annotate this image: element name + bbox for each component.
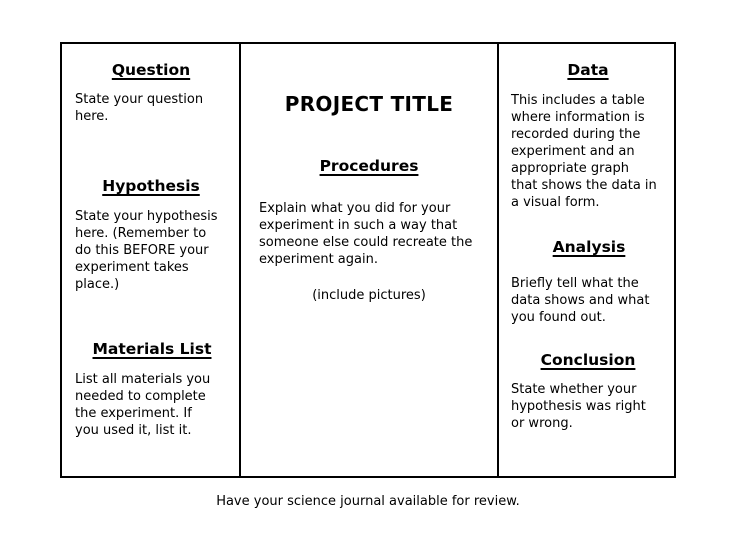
trifold-board <box>60 42 676 478</box>
right-panel-divider <box>497 44 499 476</box>
data-heading: Data <box>567 61 609 79</box>
hypothesis-text: State your hypothesis here. (Remember to do this BEFORE your experiment takes place.) <box>75 209 218 292</box>
analysis-text: Briefly tell what the data shows and what you found out. <box>511 276 650 325</box>
conclusion-heading: Conclusion <box>540 351 636 369</box>
procedures-note: (include pictures) <box>312 288 426 303</box>
footer-note: Have your science journal available for review. <box>216 494 520 509</box>
data-text: This includes a table where information is recorded during the experiment and an appropriate graph that shows the data in a visual form. <box>511 93 657 210</box>
analysis-heading: Analysis <box>552 238 626 256</box>
hypothesis-heading: Hypothesis <box>102 177 200 195</box>
conclusion-text: State whether your hypothesis was right or wrong. <box>511 382 646 431</box>
question-heading: Question <box>111 61 191 79</box>
procedures-heading: Procedures <box>319 157 419 175</box>
materials-heading: Materials List <box>92 340 212 358</box>
question-text: State your question here. <box>75 92 204 124</box>
procedures-text: Explain what you did for your experiment in such a way that someone else could recreate the experiment again. <box>259 201 473 267</box>
materials-text: List all materials you needed to complete the experiment. If you used it, list it. <box>75 372 211 438</box>
project-title: PROJECT TITLE <box>284 92 454 116</box>
left-panel-divider <box>239 44 241 476</box>
